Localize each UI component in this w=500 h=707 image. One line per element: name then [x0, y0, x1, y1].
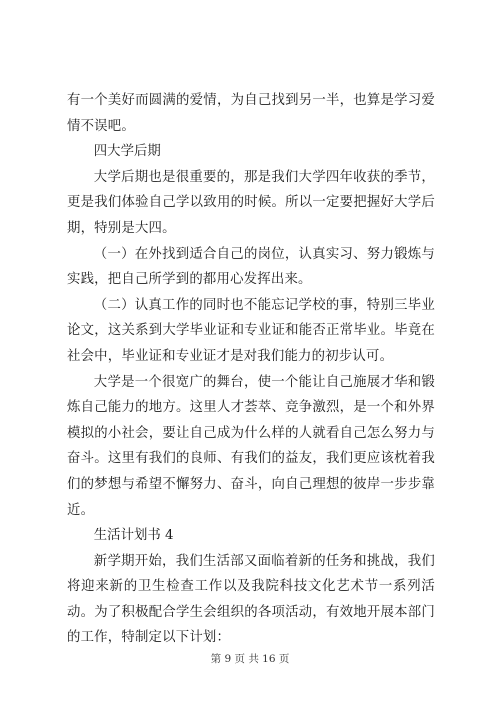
page-number-footer: 第 9 页 共 16 页: [210, 653, 290, 665]
document-body: [67, 88, 435, 651]
paragraph-item-one: （一）在外找到适合自己的岗位，认真实习、努力锻炼与实践，把自己所学到的都用心发挥出来。: [67, 246, 435, 288]
paragraph-item-two: （二）认真工作的同时也不能忘记学校的事，特别三毕业论文，这关系到大学毕业证和专业证和能否正常毕业。毕竟在社会中，毕业证和专业证才是对我们能力的初步认可。: [67, 297, 435, 364]
section-heading-late-college: 四大学后期: [93, 144, 161, 160]
paragraph-college-stage: 大学是一个很宽广的舞台，使一个能让自己施展才华和锻炼自己能力的地方。这里人才荟萃、竞争激烈，是一个和外界模拟的小社会，要让自己成为什么样的人就看自己怎么努力与奋斗。这里有我们的良师、有我们的益友，我们更应该枕着我们的梦想与希望不懈努力、奋斗，向自己理想的彼岸一步步靠近。: [67, 374, 435, 518]
section-heading-life-plan: 生活计划书 4: [93, 528, 174, 544]
paragraph-late-college-intro: 大学后期也是很重要的，那是我们大学四年收获的季节，更是我们体验自己学以致用的时候。所以一定要把握好大学后期，特别是大四。: [67, 169, 435, 236]
paragraph-continuation: 有一个美好而圆满的爱情，为自己找到另一半，也算是学习爱情不误吧。: [67, 93, 435, 134]
paragraph-new-semester: 新学期开始，我们生活部又面临着新的任务和挑战，我们将迎来新的卫生检查工作以及我院科技文化艺术节一系列活动。为了积极配合学生会组织的各项活动，有效地开展本部门的工作，特制定以下计划：: [67, 553, 435, 646]
